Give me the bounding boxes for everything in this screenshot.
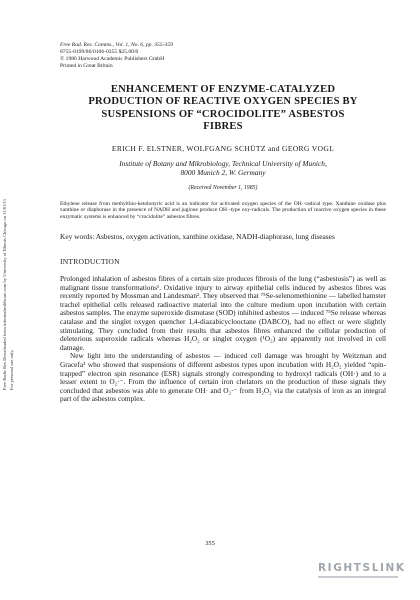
title-line: PRODUCTION OF REACTIVE OXYGEN SPECIES BY <box>88 96 358 108</box>
paper-page <box>60 42 386 404</box>
paragraph: New light into the understanding of asbestos — induced cell damage was brought by Weitzman and Gracefa³ who showed that suspensions of different asbestos types upon incubation with H₂O₂ yielded “spin-trapped” electron spin resonance (ESR) signals strongly corresponding to hydroxyl radicals (OH·) and to a lesser extent to O₂·⁻. From the influence of certain iron chelators on the production of these signals they concluded that asbestos was able to generate OH· and O₂·⁻ from H₂O₂ via the catalysis of iron as an integral part of the asbestos complex. <box>60 351 386 404</box>
issn-code: 8755-0199/86/0106-0355 $25.00/0 <box>60 49 139 55</box>
affiliation-line: Institute of Botany and Mikrobiology, Technical University of Munich, <box>119 158 327 168</box>
affiliation-line: 8000 Munich 2, W. Germany <box>180 167 266 177</box>
paper-title <box>60 84 386 134</box>
abstract: Ethylene release from methylthio-ketobutyric acid is an indicator for activated oxygen species of the OH·-radical type. Xanthine oxidase plus xanthine or diaphorase in the presence of NADH and juglone produce OH·-type oxy-radicals. The production of reactive oxygen species in these enzymatic systems is enhanced by “crocidolite” asbestos fibres. <box>60 200 386 221</box>
received-date: (Received November 1, 1985) <box>188 184 258 191</box>
copyright-line: © 1986 Harwood Academic Publishers GmbH <box>60 56 165 62</box>
title-line: SUSPENSIONS OF “CROCIDOLITE” ASBESTOS <box>101 108 345 120</box>
affiliation <box>60 159 386 177</box>
section-heading: INTRODUCTION <box>60 257 120 267</box>
download-notice-line: Free Radic Res Downloaded from informahealthcare.com by University of Illinois Chicago on 11/01/11 <box>2 198 7 390</box>
journal-citation: Free Rad. Res. Comms., Vol. 1, No. 6, pp. 355-359 <box>60 42 173 48</box>
keywords: Key words: Asbestos, oxygen activation, xanthine oxidase, NADH-diaphorase, lung diseases <box>60 232 335 242</box>
personal-use-notice: For personal use only. <box>8 349 14 390</box>
download-notice <box>2 150 24 390</box>
logo-underline <box>318 576 398 578</box>
printed-line: Printed in Great Britain <box>60 63 113 69</box>
authors: ERICH F. ELSTNER, WOLFGANG SCHÜTZ and GEORG VOGL <box>111 143 335 153</box>
page-number: 355 <box>205 540 215 547</box>
body-text <box>60 275 386 404</box>
journal-header <box>60 42 386 70</box>
title-line: ENHANCEMENT OF ENZYME-CATALYZED <box>110 84 336 95</box>
rightslink-logo: RIGHTSLINK <box>318 562 406 574</box>
title-line: FIBRES <box>203 121 243 133</box>
paragraph: Prolonged inhalation of asbestos fibres of a certain size produces fibrosis of the lung (“asbestosis”) as well as malignant tissue transformations¹. Oxidative injury to airway epithelial cells induced by asbestos fibres was recently reported by Mossman and Landesman². They observed that ⁷⁵Se-selenomethionine — labelled hamster trachel epithelial cells released radioactive material into the culture medium upon incubation with certain asbestos samples. The enzyme superoxide dismutase (SOD) inhibited asbestos — induced ⁷⁵Se release whereas catalase and the singlet oxygen quencher 1,4-diazabicyclooctane (DABCO), had no effect or were slightly stimulating. They concluded from their results that asbestos fibres enhanced the cellular production of deleterious superoxide radicals whereas H₂O₂ or singlet oxygen (¹O₂) are apparently not involved in cell damage. <box>60 274 386 352</box>
